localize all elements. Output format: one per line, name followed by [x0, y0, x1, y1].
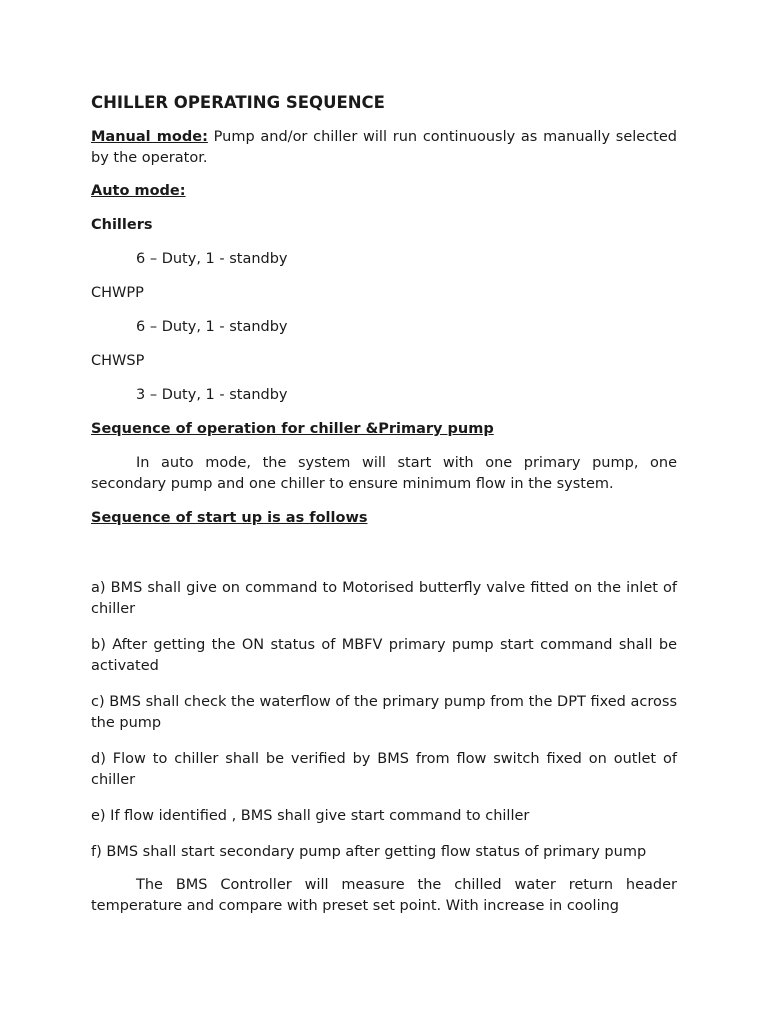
manual-mode-label: Manual mode: [91, 129, 208, 145]
document-title: CHILLER OPERATING SEQUENCE [91, 93, 385, 112]
closing-paragraph: The BMS Controller will measure the chilled water return header temperature and compare with preset set point. With increase in cooling [91, 877, 677, 914]
equipment-chwsp-name: CHWSP [91, 353, 145, 369]
equipment-chwsp-config: 3 – Duty, 1 - standby [136, 387, 288, 403]
sequence-operation-heading: Sequence of operation for chiller &Primary pump [91, 421, 494, 437]
manual-mode-text: Pump and/or chiller will run continuously as manually selected by the operator. [91, 129, 677, 166]
equipment-chillers-config: 6 – Duty, 1 - standby [136, 251, 288, 267]
document-page [91, 92, 677, 917]
manual-mode-paragraph [91, 127, 677, 169]
startup-step-a: a) BMS shall give on command to Motorised butterfly valve fitted on the inlet of chiller [91, 580, 677, 617]
startup-step-d: d) Flow to chiller shall be verified by BMS from flow switch fixed on outlet of chiller [91, 751, 677, 788]
startup-heading: Sequence of start up is as follows [91, 510, 368, 526]
auto-mode-label: Auto mode: [91, 183, 186, 199]
startup-step-e: e) If flow identified , BMS shall give start command to chiller [91, 808, 530, 824]
startup-step-b: b) After getting the ON status of MBFV primary pump start command shall be activated [91, 637, 677, 674]
equipment-chwpp-name: CHWPP [91, 285, 144, 301]
sequence-operation-text: In auto mode, the system will start with one primary pump, one secondary pump and one chiller to ensure minimum flow in the system. [91, 455, 677, 492]
startup-step-c: c) BMS shall check the waterflow of the primary pump from the DPT fixed across the pump [91, 694, 677, 731]
equipment-chwpp-config: 6 – Duty, 1 - standby [136, 319, 288, 335]
equipment-chillers-name: Chillers [91, 217, 153, 233]
spacer [91, 529, 677, 578]
startup-step-f: f) BMS shall start secondary pump after getting flow status of primary pump [91, 844, 647, 860]
